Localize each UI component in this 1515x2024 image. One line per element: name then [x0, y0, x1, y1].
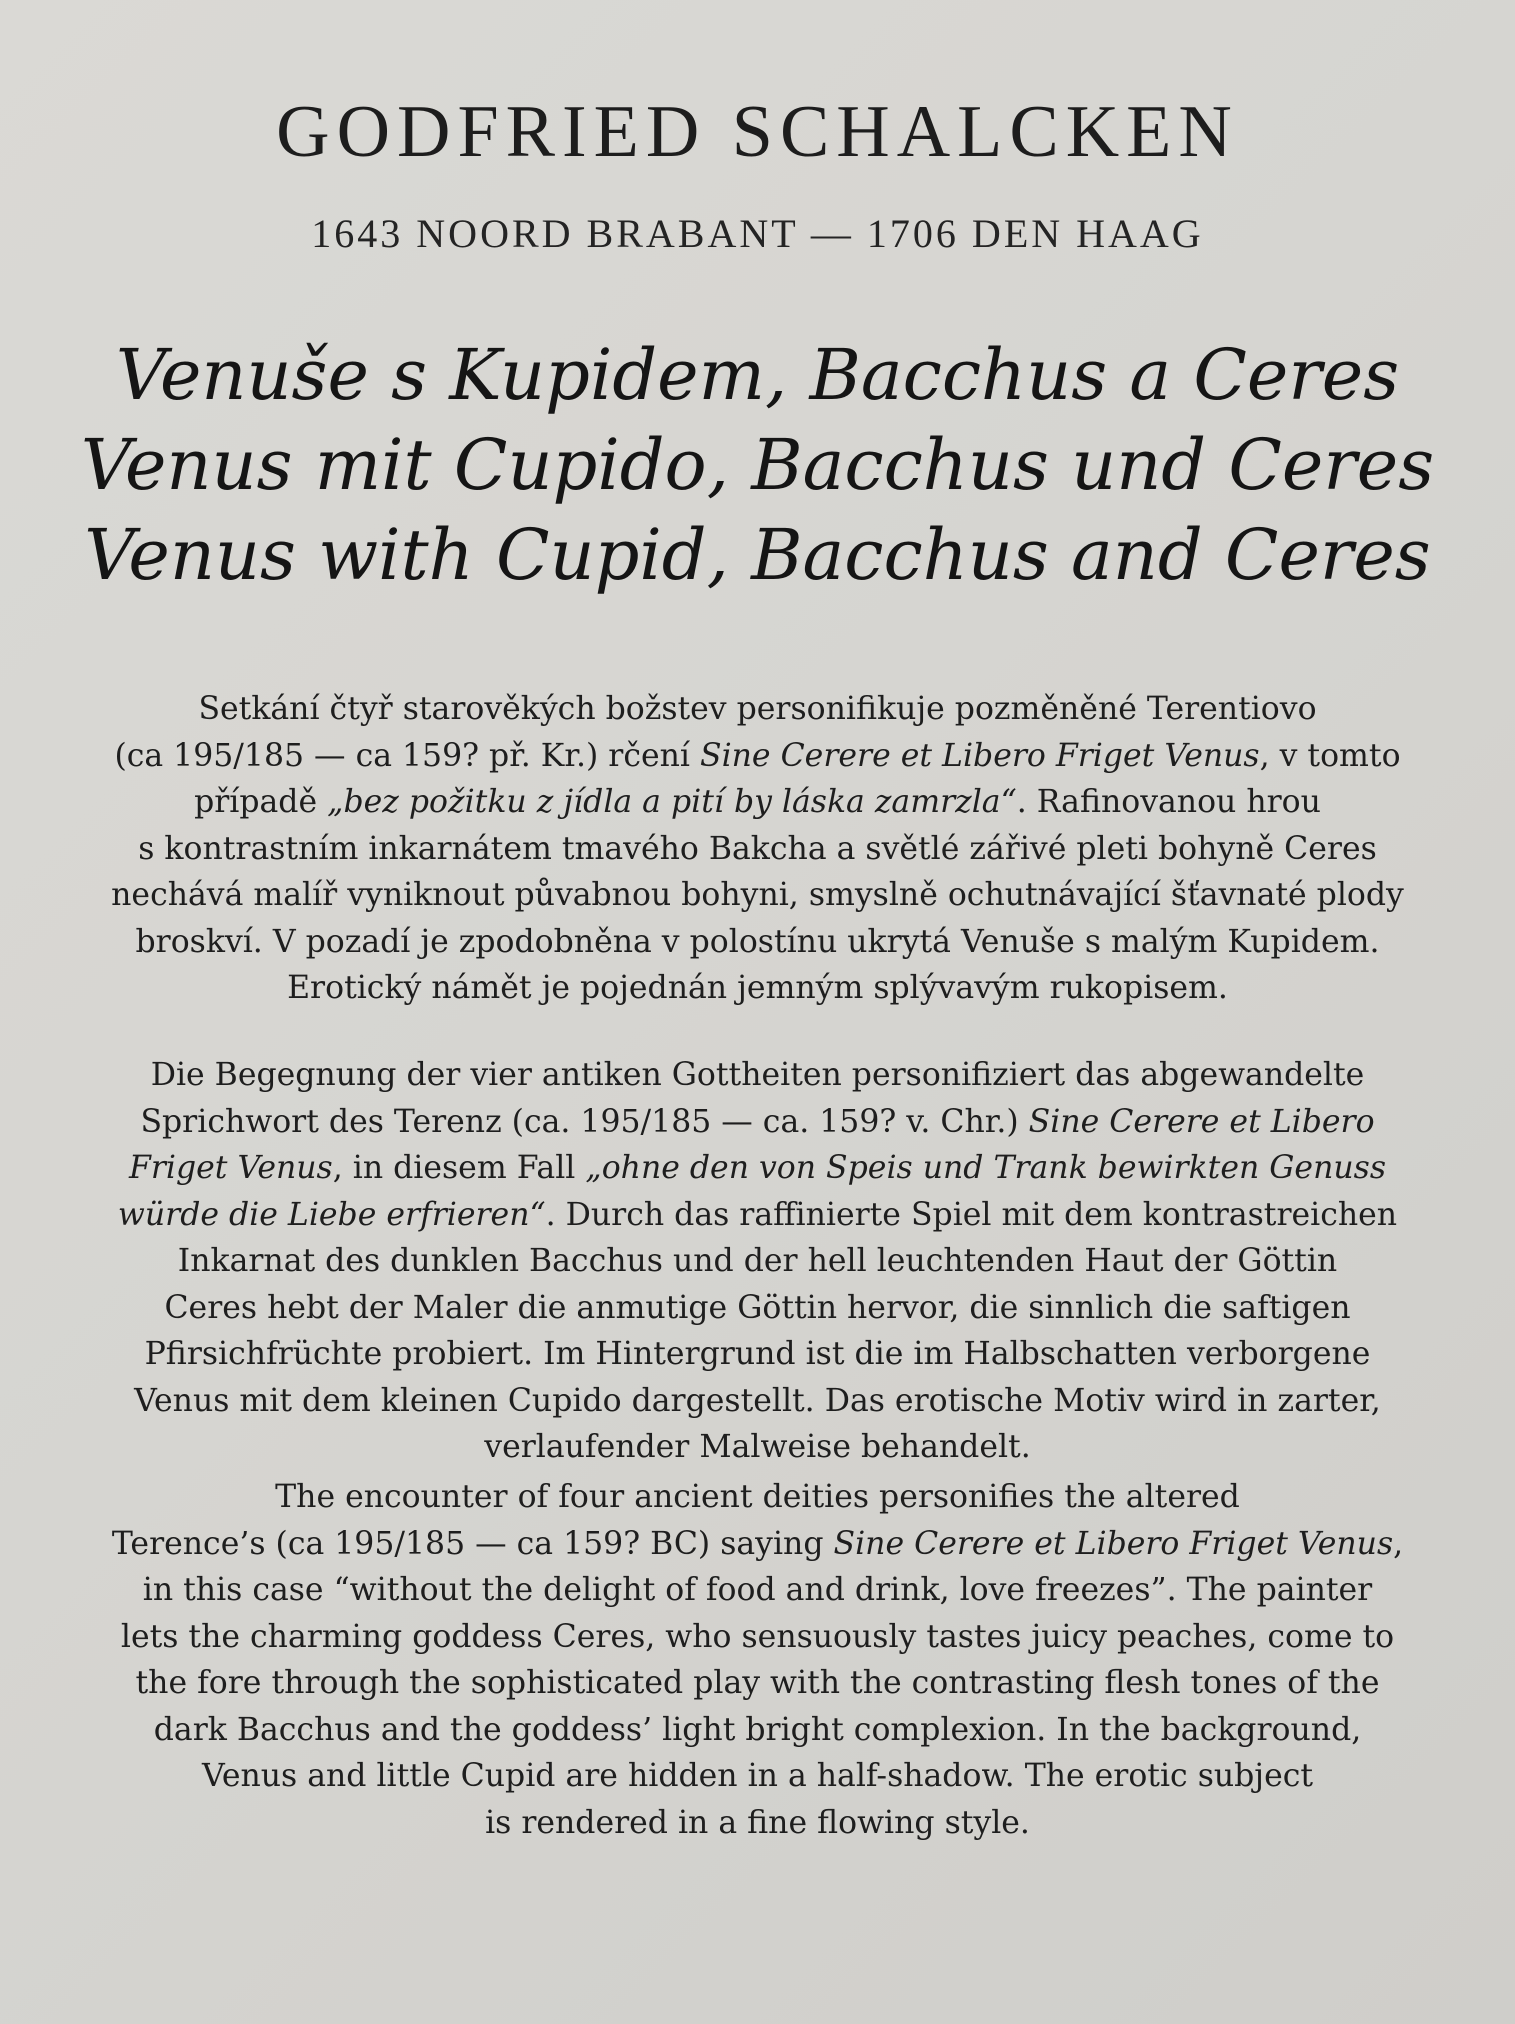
- translated-quote: „ohne den von Speis und Trank bewirkten Genuss: [585, 1150, 1386, 1186]
- text-line: the fore through the sophisticated play with the contrasting flesh tones of the: [135, 1665, 1380, 1701]
- latin-quote: Sine Cerere et Libero: [1028, 1103, 1375, 1140]
- text-run: případě: [194, 784, 328, 820]
- text-line: The encounter of four ancient deities personifies the altered: [275, 1479, 1240, 1515]
- latin-quote: Sine Cerere et Libero Friget Venus: [833, 1525, 1394, 1562]
- text-line: Erotický námět je pojednán jemným splývavým rukopisem.: [287, 970, 1228, 1006]
- text-line: dark Bacchus and the goddess’ light bright complexion. In the background,: [153, 1711, 1362, 1748]
- text-line: Pfirsichfrüchte probiert. Im Hintergrund ist die im Halbschatten verborgene: [144, 1336, 1371, 1372]
- text-line: Setkání čtyř starověkých božstev personifikuje pozměněné Terentiovo: [198, 691, 1317, 727]
- text-run: . Durch das raffinierte Spiel mit dem kontrastreichen: [545, 1196, 1398, 1233]
- title-czech: Venuše s Kupidem, Bacchus a Ceres: [115, 334, 1400, 416]
- artwork-titles: [0, 330, 1515, 600]
- text-line: Ceres hebt der Maler die anmutige Göttin hervor, die sinnlich die saftigen: [164, 1289, 1351, 1326]
- text-line: broskví. V pozadí je zpodobněna v polostínu ukrytá Venuše s malým Kupidem.: [135, 923, 1380, 960]
- text-run: ,: [1393, 1525, 1404, 1562]
- title-german: Venus mit Cupido, Bacchus und Ceres: [80, 424, 1435, 506]
- description-english: [60, 1474, 1455, 1846]
- text-run: (ca 195/185 — ca 159? př. Kr.) rčení: [114, 737, 700, 774]
- text-line: lets the charming goddess Ceres, who sensuously tastes juicy peaches, come to: [120, 1618, 1395, 1655]
- text-run: , v tomto: [1259, 737, 1401, 774]
- text-line: Venus and little Cupid are hidden in a half-shadow. The erotic subject: [201, 1758, 1314, 1794]
- latin-quote: Friget Venus: [129, 1150, 333, 1186]
- text-line: nechává malíř vyniknout půvabnou bohyni, smyslně ochutnávající šťavnaté plody: [111, 877, 1404, 913]
- text-run: , in diesem Fall: [332, 1150, 586, 1186]
- text-line: [60, 1192, 1455, 1239]
- text-line: Venus mit dem kleinen Cupido dargestellt. Das erotische Motiv wird in zarter,: [134, 1382, 1381, 1419]
- translated-quote: würde die Liebe erfrieren“: [117, 1196, 546, 1233]
- text-line: Inkarnat des dunklen Bacchus und der hell leuchtenden Haut der Göttin: [177, 1243, 1338, 1279]
- description-czech: [60, 686, 1455, 1012]
- text-line: is rendered in a fine flowing style.: [485, 1804, 1030, 1841]
- latin-quote: Sine Cerere et Libero Friget Venus: [699, 737, 1260, 774]
- text-line: [60, 1521, 1455, 1568]
- text-line: s kontrastním inkarnátem tmavého Bakcha a světlé zářivé pleti bohyně Ceres: [138, 830, 1377, 867]
- text-line: [60, 1145, 1455, 1192]
- translated-quote: „bez požitku z jídla a pití by láska zamrzla“: [327, 784, 1017, 820]
- description-german: [60, 1052, 1455, 1471]
- text-line: in this case “without the delight of food and drink, love freezes”. The painter: [142, 1572, 1373, 1608]
- text-run: . Rafinovanou hrou: [1016, 784, 1321, 820]
- artist-name: GODFRIED SCHALCKEN: [276, 91, 1239, 173]
- text-line: [60, 733, 1455, 780]
- text-line: [60, 779, 1455, 826]
- text-line: Die Begegnung der vier antiken Gottheiten personifiziert das abgewandelte: [150, 1057, 1365, 1093]
- artist-dates: 1643 NOORD BRABANT — 1706 DEN HAAG: [311, 211, 1204, 256]
- text-line: verlaufender Malweise behandelt.: [484, 1429, 1031, 1465]
- text-run: Terence’s (ca 195/185 — ca 159? BC) saying: [111, 1525, 834, 1562]
- text-line: [60, 1099, 1455, 1146]
- title-english: Venus with Cupid, Bacchus and Ceres: [84, 514, 1431, 596]
- text-run: Sprichwort des Terenz (ca. 195/185 — ca. 159? v. Chr.): [140, 1103, 1029, 1140]
